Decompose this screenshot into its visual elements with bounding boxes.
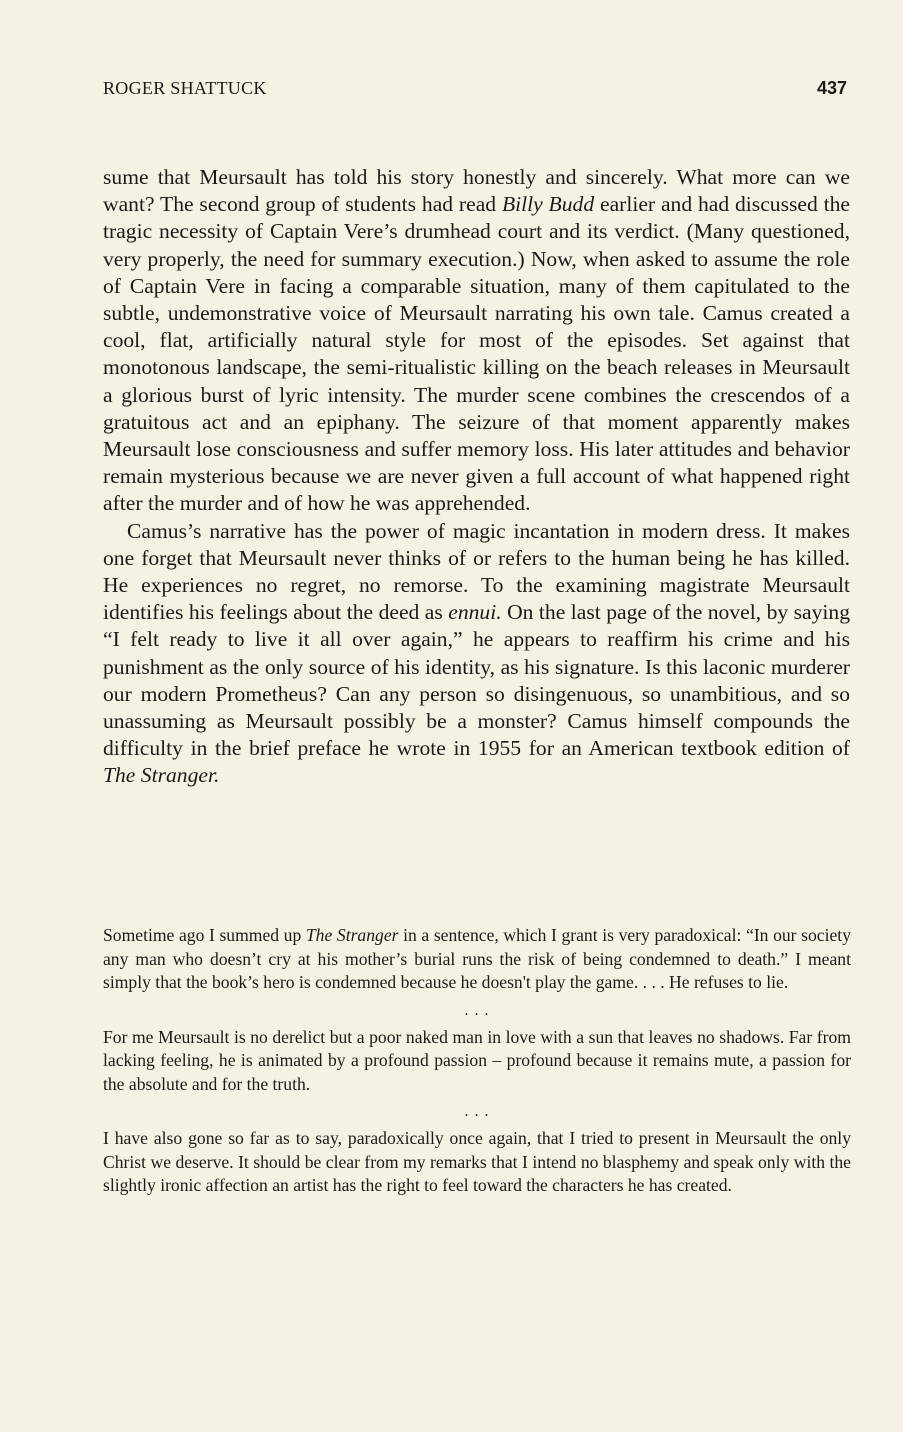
page-header [103, 78, 847, 99]
title-the-stranger: The Stranger. [103, 763, 220, 788]
title-billy-budd: Billy Budd [501, 192, 595, 217]
paragraph-2: Camus’s narrative has the power of magic incantation in modern dress. It makes one forget that Meursault never thinks of or refers to the human being he has killed. He experiences no regret, no remorse. To the examining magistrate Meursault identifies his feelings about the deed as ennui. On the last page of the novel, by saying “I felt ready to live it all over again,” he appears to reaffirm his crime and his punishment as the only source of his identity, as his signature. Is this laconic murderer our modern Prometheus? Can any person so disingenuous, so unambitious, and so unassuming as Meursault possibly be a monster? Camus himself compounds the difficulty in the brief preface he wrote in 1955 for an American textbook edition of The Stranger. [103, 518, 850, 788]
quote-title-the-stranger: The Stranger [305, 925, 399, 945]
running-head: ROGER SHATTUCK [103, 78, 267, 98]
block-quotation [103, 924, 851, 1198]
ellipsis-separator: . . . [464, 1001, 490, 1019]
page-number: 437 [816, 78, 847, 98]
quote-paragraph-2: For me Meursault is no derelict but a poor naked man in love with a sun that leaves no shadows. Far from lacking feeling, he is animated by a profound passion – profound because it remains mute, a passion for the absolute and for the truth. [103, 1026, 851, 1094]
word-ennui: ennui. [448, 600, 502, 625]
body-text [103, 164, 850, 790]
quote-paragraph-3: I have also gone so far as to say, paradoxically once again, that I tried to present in Meursault the only Christ we deserve. It should be clear from my remarks that I intend no blasphemy and speak only with the slightly ironic affection an artist has the right to feel toward the characters he has created. [103, 1128, 851, 1195]
quote-paragraph-1: Sometime ago I summed up The Stranger in a sentence, which I grant is very paradoxical: “In our society any man who doesn’t cry at his mother’s burial runs the risk of being condemned to death.” I meant simply that the book’s hero is condemned because he doesn't play the game. . . . He refuses to lie. [103, 925, 851, 992]
paragraph-1: sume that Meursault has told his story honestly and sincerely. What more can we want? The second group of students had read Billy Budd earlier and had discussed the tragic necessity of Captain Vere’s drumhead court and its verdict. (Many questioned, very properly, the need for summary execution.) Now, when asked to assume the role of Captain Vere in facing a comparable situation, many of them capitulated to the subtle, undemonstrative voice of Meursault narrating his own tale. Camus created a cool, flat, artificially natural style for most of the episodes. Set against that monotonous landscape, the semi-ritualistic killing on the beach releases in Meursault a glorious burst of lyric intensity. The murder scene combines the crescendos of a gratuitous act and an epiphany. The seizure of that moment apparently makes Meursault lose consciousness and suffer memory loss. His later attitudes and behavior remain mysterious because we are never given a full account of what happened right after the murder and of how he was apprehended. [103, 165, 850, 516]
ellipsis-separator: . . . [464, 1103, 490, 1120]
